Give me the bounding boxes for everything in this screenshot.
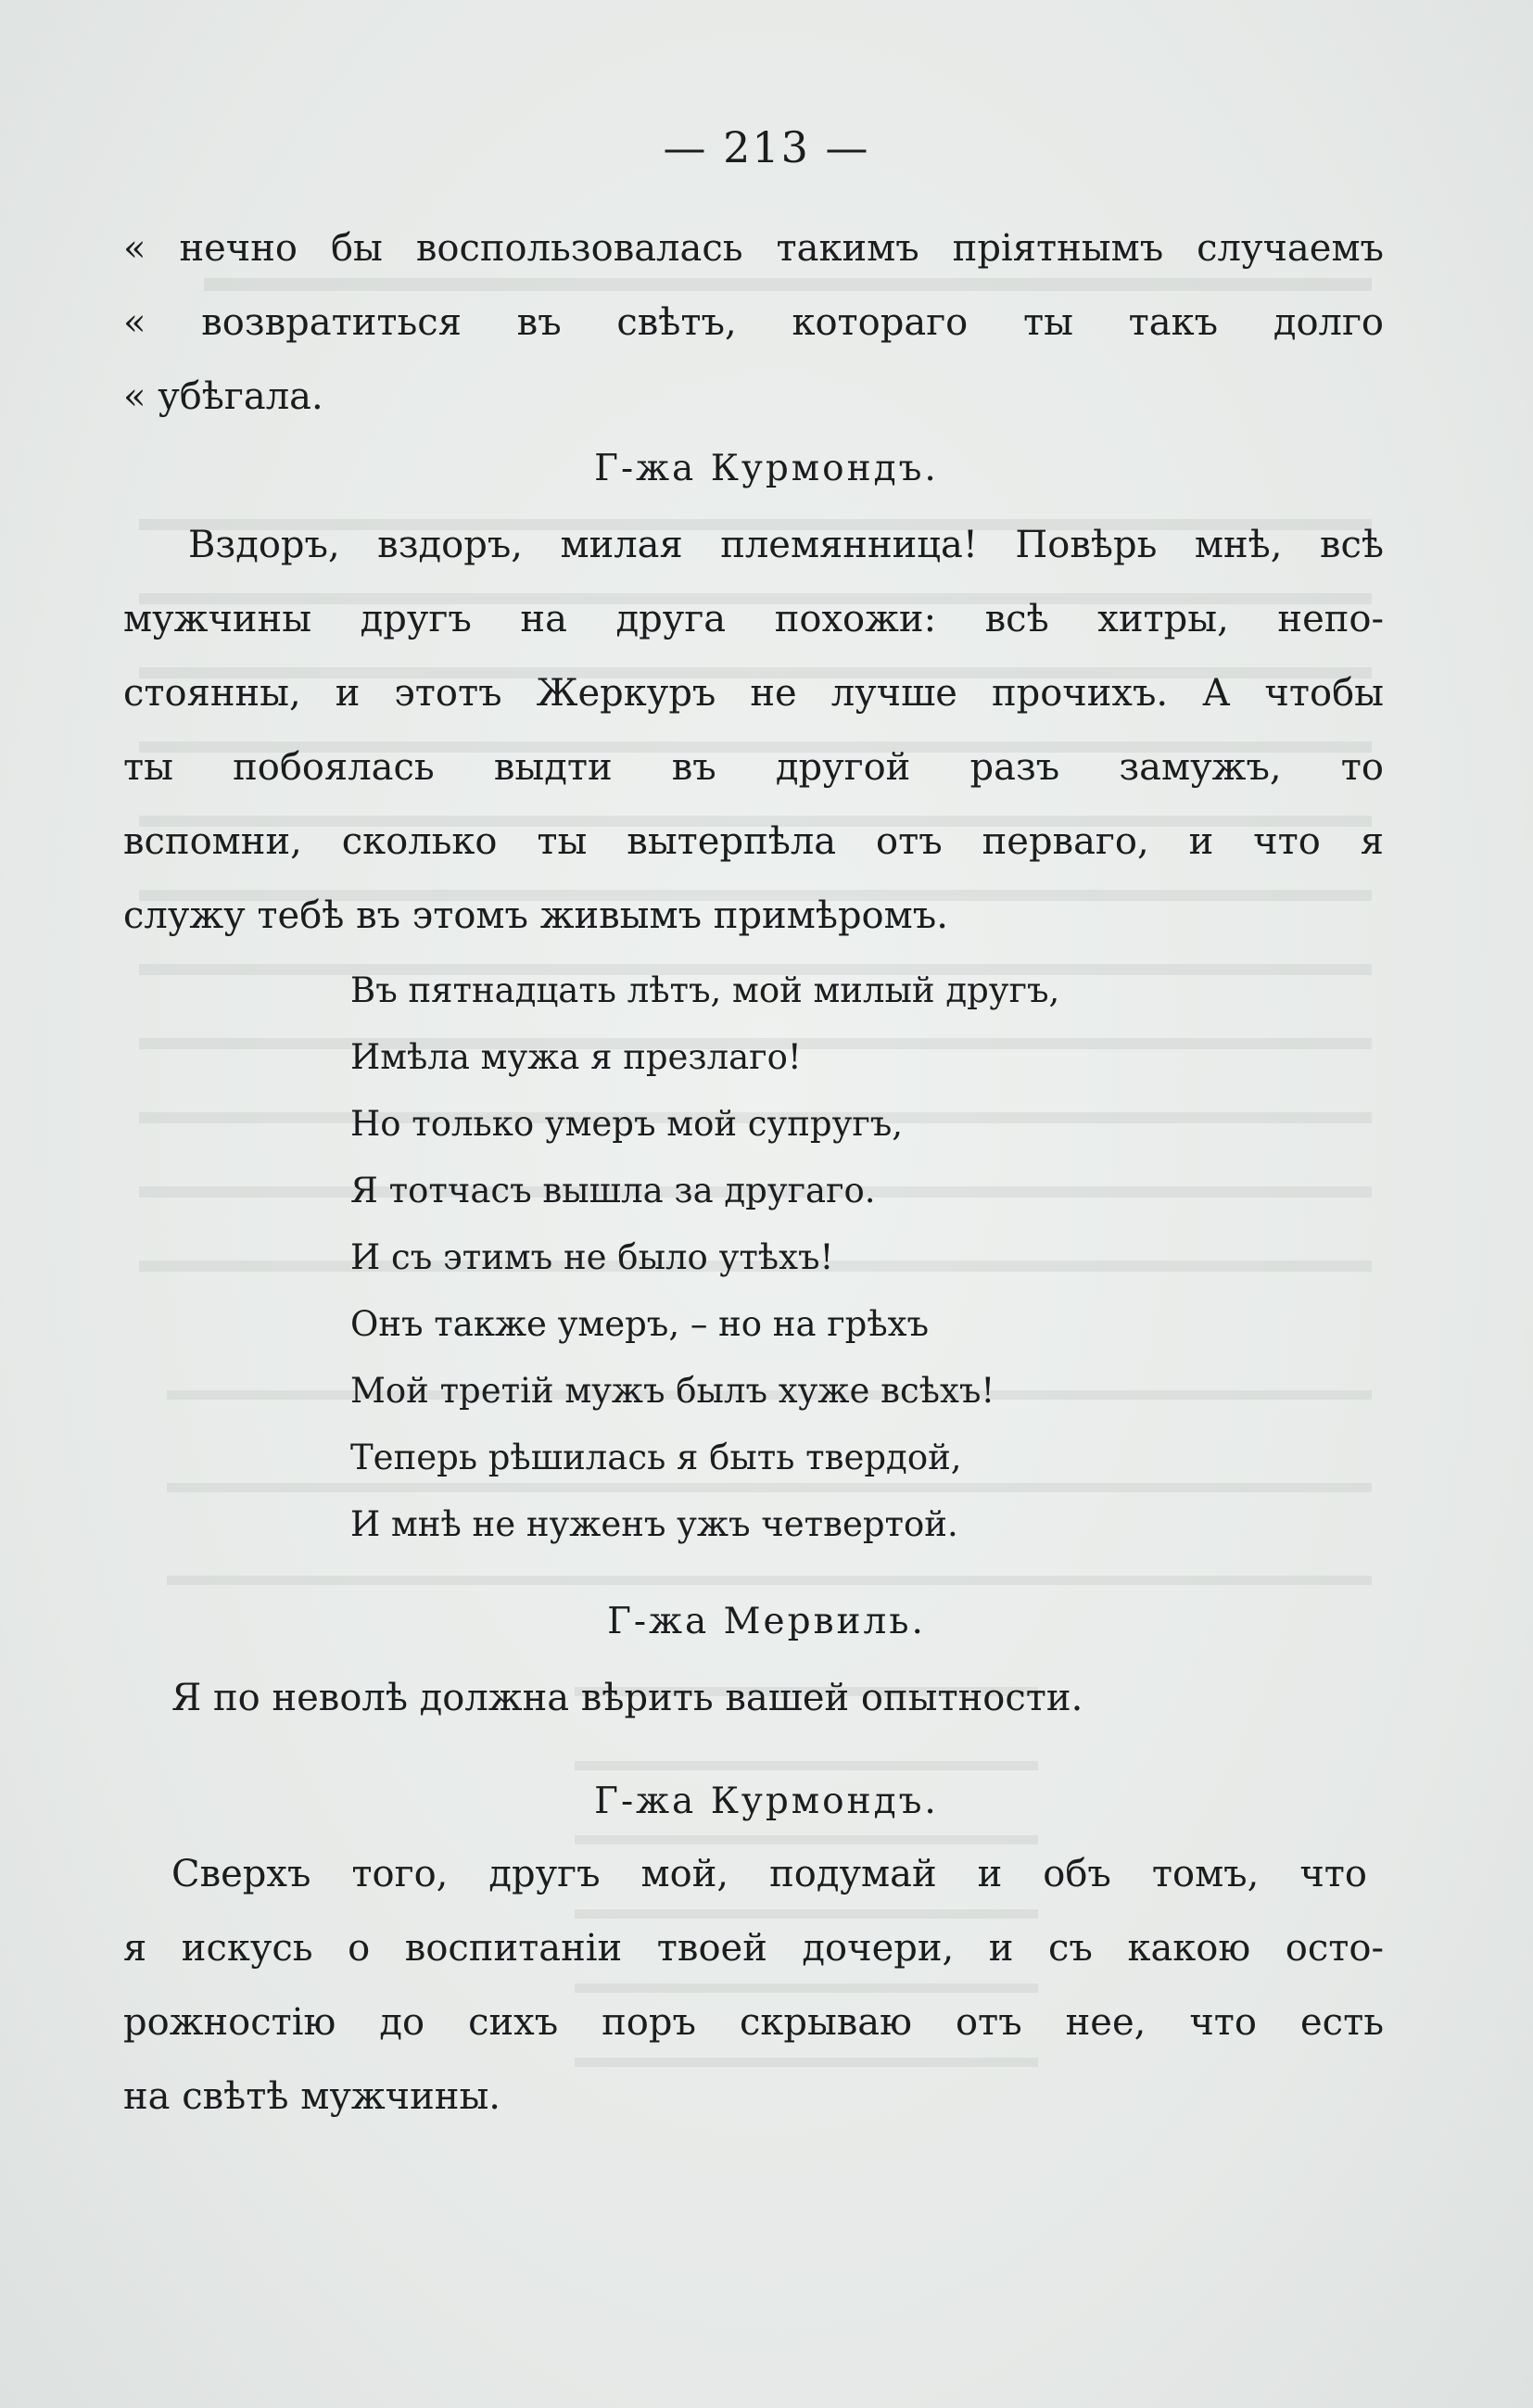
text-line: « убѣгала. — [123, 375, 323, 418]
speaker-heading: Г-жа Курмондъ. — [594, 448, 939, 489]
verse-line: Мой третій мужъ былъ хуже всѣхъ! — [350, 1371, 995, 1411]
text-line: Я по неволѣ должна вѣрить вашей опытности. — [171, 1677, 1083, 1719]
text-line: « нечно бы воспользовалась такимъ пріятнымъ случаемъ — [123, 227, 1384, 270]
verse-line: Я тотчасъ вышла за другаго. — [350, 1171, 876, 1210]
verse-line: И мнѣ не нуженъ ужъ четвертой. — [350, 1504, 958, 1544]
text-line: Вздоръ, вздоръ, милая племянница! Повѣрь мнѣ, всѣ — [188, 524, 1384, 566]
verse-line: Онъ также умеръ, – но на грѣхъ — [350, 1304, 930, 1344]
text-line: « возвратиться въ свѣтъ, котораго ты такъ долго — [123, 301, 1384, 344]
text-line: на свѣтѣ мужчины. — [123, 2075, 500, 2118]
text-line: Сверхъ того, другъ мой, подумай и объ томъ, что — [171, 1853, 1367, 1895]
verse-line: Въ пятнадцать лѣтъ, мой милый другъ, — [350, 970, 1060, 1010]
text-line: стоянны, и этотъ Жеркуръ не лучше прочихъ. А чтобы — [123, 672, 1384, 715]
speaker-heading: Г-жа Курмондъ. — [594, 1781, 939, 1822]
page-number: — 213 — — [663, 122, 870, 172]
text-line: я искусь о воспитаніи твоей дочери, и съ какою осто- — [123, 1927, 1384, 1970]
verse-line: Но только умеръ мой супругъ, — [350, 1104, 904, 1144]
verse-line: И съ этимъ не было утѣхъ! — [350, 1237, 834, 1277]
verse-line: Имѣла мужа я презлаго! — [350, 1037, 802, 1077]
speaker-heading: Г-жа Мервиль. — [607, 1601, 926, 1642]
text-line: ты побоялась выдти въ другой разъ замужъ, то — [123, 746, 1384, 789]
text-line: мужчины другъ на друга похожи: всѣ хитры, непо- — [123, 598, 1384, 640]
text-line: рожностію до сихъ поръ скрываю отъ нее, что есть — [123, 2001, 1384, 2044]
text-line: служу тебѣ въ этомъ живымъ примѣромъ. — [123, 894, 948, 937]
verse-line: Теперь рѣшилась я быть твердой, — [350, 1438, 962, 1477]
text-line: вспомни, сколько ты вытерпѣла отъ перваго, и что я — [123, 820, 1384, 863]
